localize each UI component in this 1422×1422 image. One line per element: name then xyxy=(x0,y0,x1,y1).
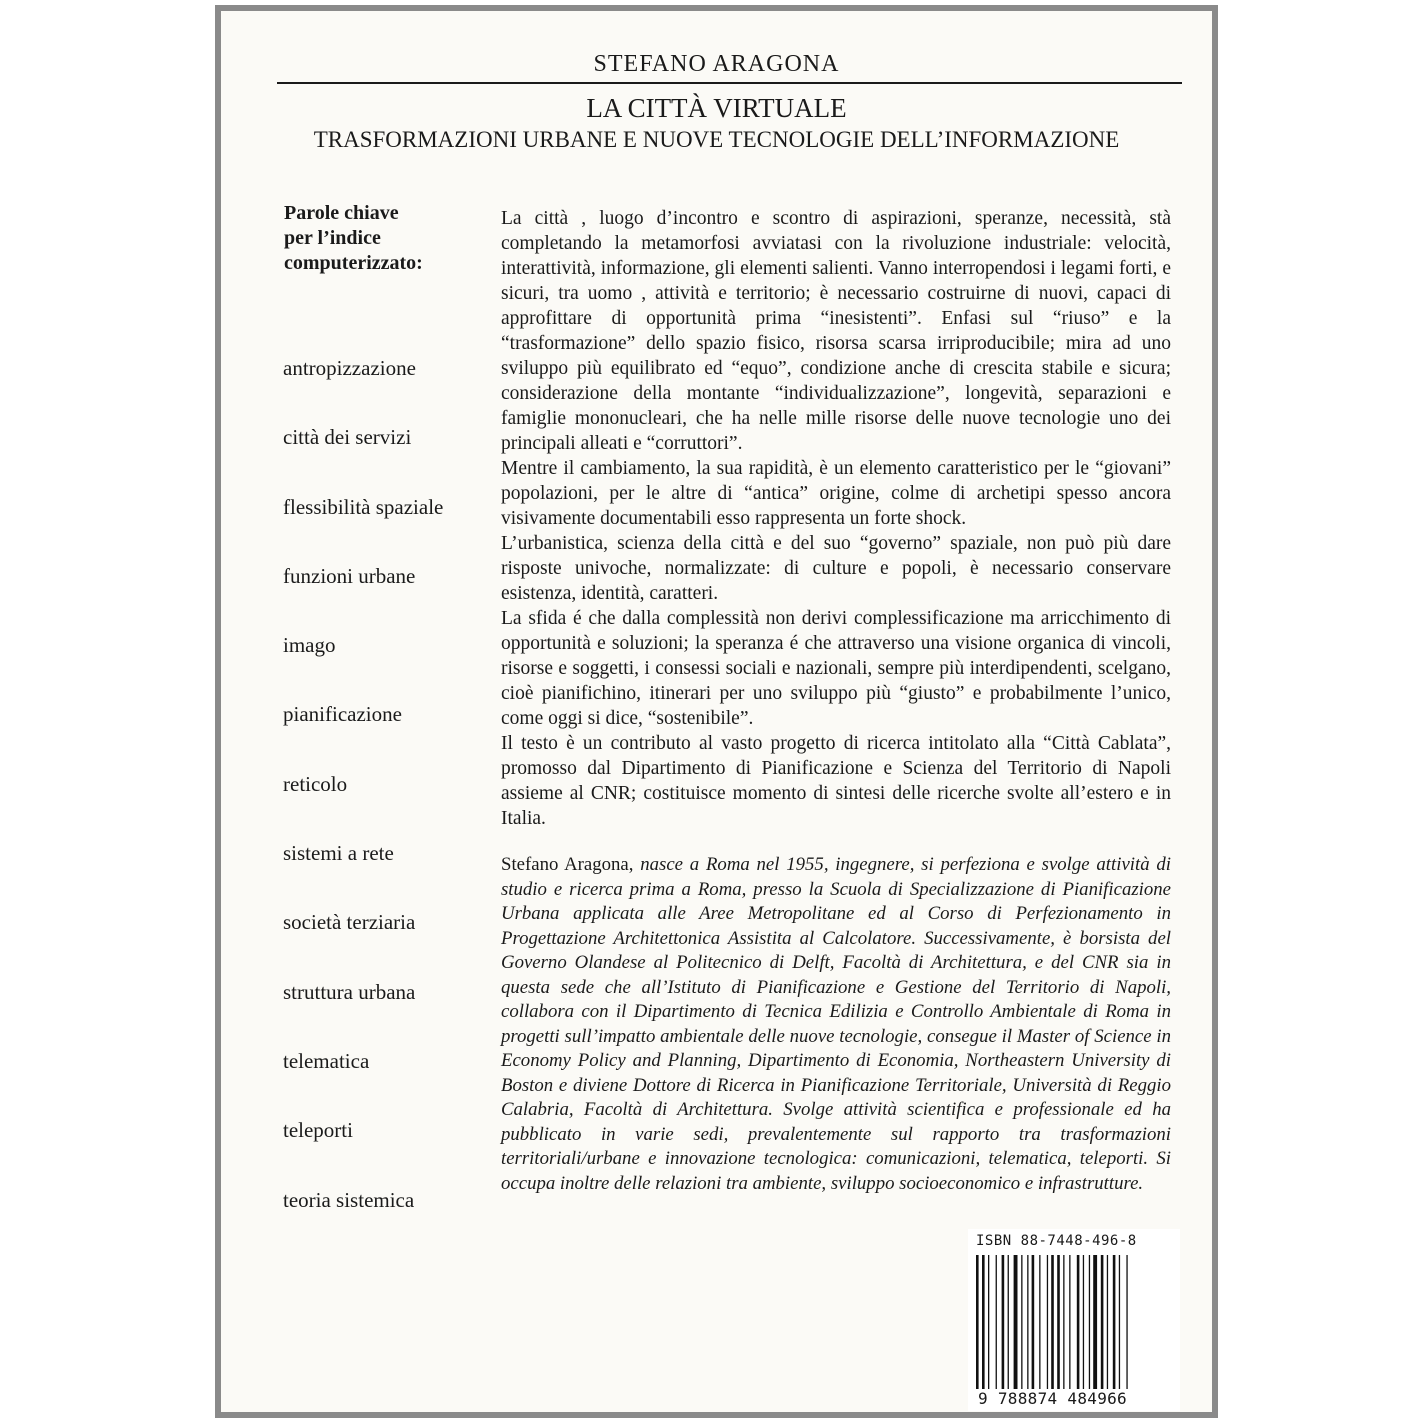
barcode-icon xyxy=(974,1255,1174,1395)
barcode-area xyxy=(968,1229,1180,1411)
keyword-item: antropizzazione xyxy=(283,356,416,380)
barcode-bar xyxy=(1008,1255,1009,1395)
keyword-item: funzioni urbane xyxy=(283,563,416,588)
barcode-bar xyxy=(1002,1255,1005,1395)
barcode-bar xyxy=(1077,1255,1080,1395)
barcode-bar xyxy=(1047,1255,1048,1395)
keyword-item: imago xyxy=(283,633,336,658)
keywords-heading-line: computerizzato: xyxy=(284,252,423,274)
barcode-bar xyxy=(1083,1255,1084,1395)
barcode-bar xyxy=(1089,1255,1090,1395)
header-rule xyxy=(277,82,1182,84)
barcode-bar xyxy=(1107,1255,1108,1395)
barcode-bar xyxy=(1069,1255,1070,1395)
author-bio xyxy=(501,853,1171,1196)
book-title: LA CITTÀ VIRTUALE xyxy=(586,93,847,123)
barcode-bar xyxy=(1027,1255,1028,1395)
keyword-item: teoria sistemica xyxy=(283,1187,415,1212)
keyword-item: flessibilità spaziale xyxy=(283,494,444,519)
barcode-bar xyxy=(1113,1255,1116,1395)
blurb-paragraph: Il testo è un contributo al vasto progetto di ricerca intitolato alla “Città Cablata”, promosso dal Dipartimento di Pianificazione e Scienza del Territorio di Napoli assieme al CNR; costituisce momento di sintesi delle ricerche svolte all’estero e in Italia. xyxy=(501,733,1171,829)
barcode-bar xyxy=(996,1255,997,1395)
keyword-item: teleporti xyxy=(283,1118,353,1143)
keyword-item: città dei servizi xyxy=(283,425,412,450)
keyword-item: pianificazione xyxy=(283,702,402,727)
barcode-bar xyxy=(1063,1255,1064,1395)
barcode-bar xyxy=(1039,1255,1040,1395)
keyword-item: reticolo xyxy=(283,771,348,796)
barcode-bar xyxy=(1101,1255,1104,1395)
barcode-bar xyxy=(1051,1255,1054,1395)
barcode-bar xyxy=(1021,1255,1022,1395)
keywords-heading-line: Parole chiave xyxy=(284,202,399,224)
barcode-bar xyxy=(1126,1255,1127,1395)
keywords-heading-line: per l’indice xyxy=(284,227,381,249)
keyword-item: società terziaria xyxy=(283,910,416,935)
barcode-bar xyxy=(1014,1255,1018,1395)
blurb-text xyxy=(501,206,1171,831)
barcode-bar xyxy=(1119,1255,1120,1395)
barcode-bar xyxy=(982,1255,985,1395)
book-subtitle: TRASFORMAZIONI URBANE E NUOVE TECNOLOGIE DELL’INFORMAZIONE xyxy=(313,127,1120,152)
book-back-cover xyxy=(215,5,1218,1418)
barcode-bar xyxy=(988,1255,989,1395)
isbn-label: ISBN 88-7448-496-8 xyxy=(976,1233,1137,1249)
barcode-bar xyxy=(976,1255,979,1395)
cover-content xyxy=(221,11,1212,1412)
blurb-paragraph: La città , luogo d’incontro e scontro di aspirazioni, speranze, necessità, stà completando la metamorfosi avviatasi con la rivoluzione industriale: velocità, interattività, informazione, gli elementi salienti. Vanno interropendosi i legami forti, e sicuri, tra uomo , attività e territorio; è necessario costruirne di nuovi, capaci di approfittare di opportunità prima “inesistenti”. Enfasi sul “riuso” e la “trasformazione” dello spazio fisico, risorsa scarsa irriproducibile; mira ad uno sviluppo più equilibrato ed “equo”, condizione anche di crescita stabile e sicura; considerazione della montante “individualizzazione”, longevità, separazioni e famiglie mononucleari, che ha nelle mille risorse delle nuove tecnologie uno dei principali alleati e “corruttori”. xyxy=(501,208,1171,454)
ean-number: 9 788874 484966 xyxy=(978,1389,1127,1408)
bio-author-name: Stefano Aragona, xyxy=(501,854,634,875)
blurb-paragraph: L’urbanistica, scienza della città e del suo “governo” spaziale, non può più dare risposte univoche, normalizzate: di culture e popoli, è necessario conservare esistenza, identità, caratteri. xyxy=(501,533,1171,604)
keywords-heading xyxy=(284,201,484,276)
keyword-item: sistemi a rete xyxy=(283,841,394,866)
keyword-item: struttura urbana xyxy=(283,979,416,1004)
author-name: STEFANO ARAGONA xyxy=(593,51,840,77)
blurb-paragraph: Mentre il cambiamento, la sua rapidità, è un elemento caratteristico per le “giovani” popolazioni, per le altre di “antica” origine, colme di archetipi spesso ancora visivamente documentabili esso rappresenta un forte shock. xyxy=(501,458,1171,529)
barcode-bar xyxy=(1057,1255,1060,1395)
bio-text: nasce a Roma nel 1955, ingegnere, si perfeziona e svolge attività di studio e ricerca prima a Roma, presso la Scuola di Specializzazione di Pianificazione Urbana applicata alle Aree Metropolitane ed al Corso di Perfezionamento in Progettazione Architettonica Assistita al Calcolatore. Successivamente, è borsista del Governo Olandese al Politecnico di Delft, Facoltà di Architettura, e del CNR sia in questa sede che all’Istituto di Pianificazione e Gestione del Territorio di Napoli, collabora con il Dipartimento di Tecnica Edilizia e Controllo Ambientale di Roma in progetti sull’impatto ambientale delle nuove tecnologie, consegue il Master of Science in Economy Policy and Planning, Dipartimento di Economia, Northeastern University di Boston e diviene Dottore di Ricerca in Pianificazione Territoriale, Università di Reggio Calabria, Facoltà di Architettura. Svolge attività scientifica e professionale ed ha pubblicato in varie sedi, prevalentemente sul rapporto tra trasformazioni territoriali/urbane e innovazione tecnologica: comunicazioni, telematica, teleporti. Si occupa inoltre delle relazioni tra ambiente, sviluppo socioeconomico e infrastrutture. xyxy=(501,854,1171,1194)
keyword-item: telematica xyxy=(283,1048,370,1073)
blurb-paragraph: La sfida é che dalla complessità non derivi complessificazione ma arricchimento di opportunità e soluzioni; la speranza é che attraverso una visione organica di vincoli, risorse e soggetti, i consessi sociali e nazionali, sempre più interdipendenti, scelgano, cioè pianifichino, itinerari per uno sviluppo più “giusto” e probabilmente l’unico, come oggi si dice, “sostenibile”. xyxy=(501,608,1171,729)
keywords-list xyxy=(283,356,483,1257)
barcode-bar xyxy=(1093,1255,1097,1395)
barcode-bar xyxy=(1032,1255,1035,1395)
